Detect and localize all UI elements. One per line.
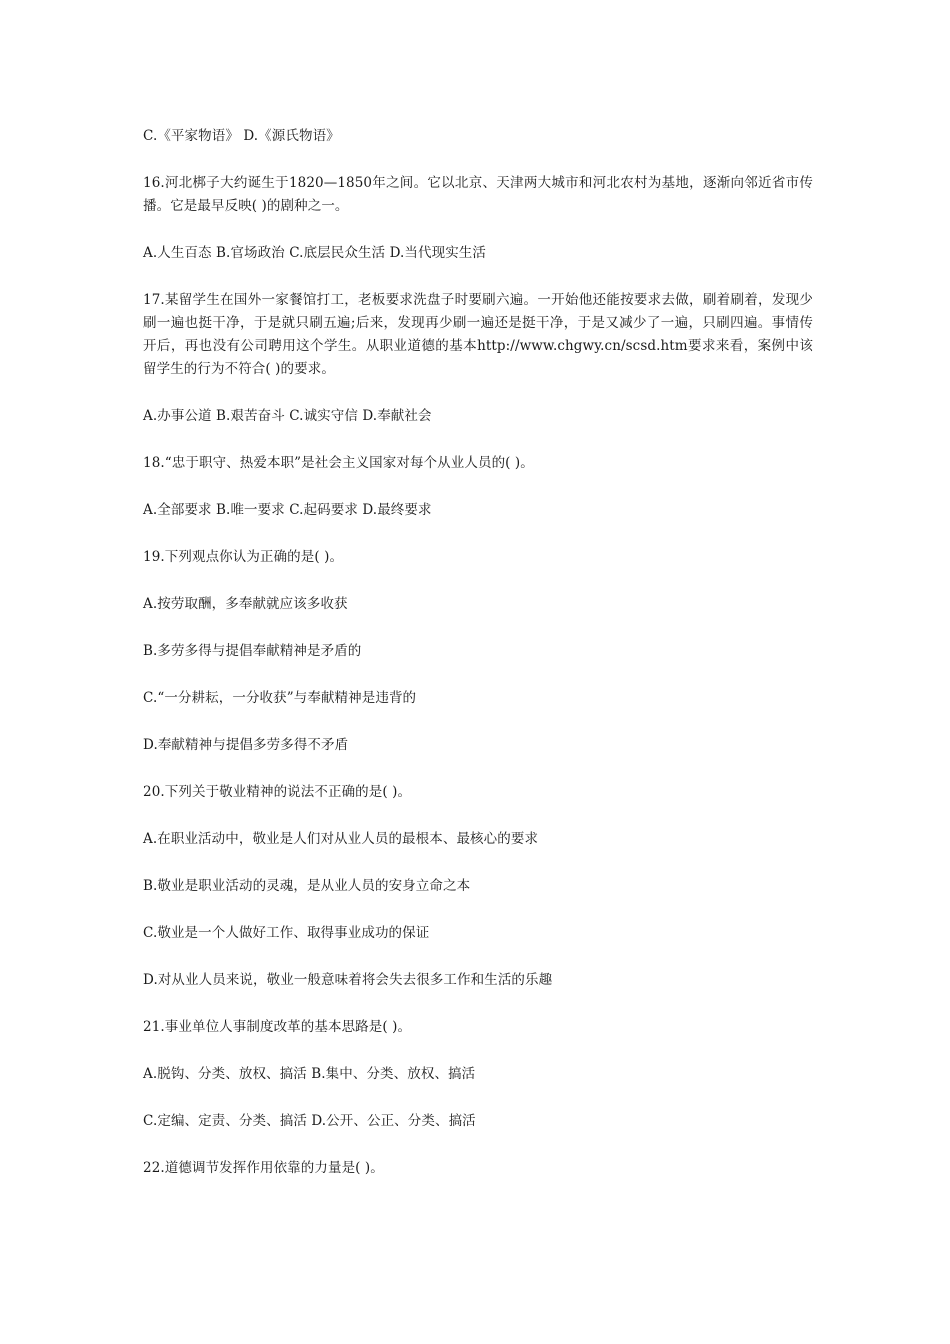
- paragraph-q15-options-cd: C.《平家物语》 D.《源氏物语》: [143, 128, 340, 144]
- paragraph-q17-question: 17.某留学生在国外一家餐馆打工，老板要求洗盘子时要刷六遍。一开始他还能按要求去做，刷着刷着，发现少刷一遍也挺干净，于是就只刷五遍;后来，发现再少刷一遍还是挺干净，于是又减少了一遍，只刷四遍。事情传开后，再也没有公司聘用这个学生。从职业道德的基本http://www.chgwy.cn/scsd.htm要求来看，案例中该留学生的行为不符合( )的要求。: [143, 292, 813, 377]
- paragraph-q19-option-a: A.按劳取酬，多奉献就应该多收获: [143, 596, 348, 612]
- paragraph-q16-question: 16.河北梆子大约诞生于1820—1850年之间。它以北京、天津两大城市和河北农村为基地，逐渐向邻近省市传播。它是最早反映( )的剧种之一。: [143, 175, 813, 214]
- paragraph-q22-question: 22.道德调节发挥作用依靠的力量是( )。: [143, 1160, 384, 1176]
- paragraph-q20-question: 20.下列关于敬业精神的说法不正确的是( )。: [143, 784, 412, 800]
- paragraph-q20-option-c: C.敬业是一个人做好工作、取得事业成功的保证: [143, 925, 430, 941]
- paragraph-q20-option-d: D.对从业人员来说，敬业一般意味着将会失去很多工作和生活的乐趣: [143, 972, 553, 988]
- paragraph-q21-options-ab: A.脱钩、分类、放权、搞活 B.集中、分类、放权、搞活: [143, 1066, 476, 1082]
- paragraph-q21-question: 21.事业单位人事制度改革的基本思路是( )。: [143, 1019, 412, 1035]
- paragraph-q20-option-a: A.在职业活动中，敬业是人们对从业人员的最根本、最核心的要求: [143, 831, 539, 847]
- paragraph-q17-options: A.办事公道 B.艰苦奋斗 C.诚实守信 D.奉献社会: [143, 408, 432, 424]
- paragraph-q18-question: 18.“忠于职守、热爱本职”是社会主义国家对每个从业人员的( )。: [143, 455, 534, 471]
- paragraph-q19-question: 19.下列观点你认为正确的是( )。: [143, 549, 344, 565]
- paragraph-q19-option-b: B.多劳多得与提倡奉献精神是矛盾的: [143, 643, 362, 659]
- paragraph-q18-options: A.全部要求 B.唯一要求 C.起码要求 D.最终要求: [143, 502, 432, 518]
- paragraph-q19-option-d: D.奉献精神与提倡多劳多得不矛盾: [143, 737, 349, 753]
- paragraph-q16-options: A.人生百态 B.官场政治 C.底层民众生活 D.当代现实生活: [143, 245, 486, 261]
- paragraph-q21-options-cd: C.定编、定责、分类、搞活 D.公开、公正、分类、搞活: [143, 1113, 476, 1129]
- document-page: [143, 125, 813, 1204]
- paragraph-q19-option-c: C.“一分耕耘，一分收获”与奉献精神是违背的: [143, 690, 417, 706]
- paragraph-q20-option-b: B.敬业是职业活动的灵魂，是从业人员的安身立命之本: [143, 878, 471, 894]
